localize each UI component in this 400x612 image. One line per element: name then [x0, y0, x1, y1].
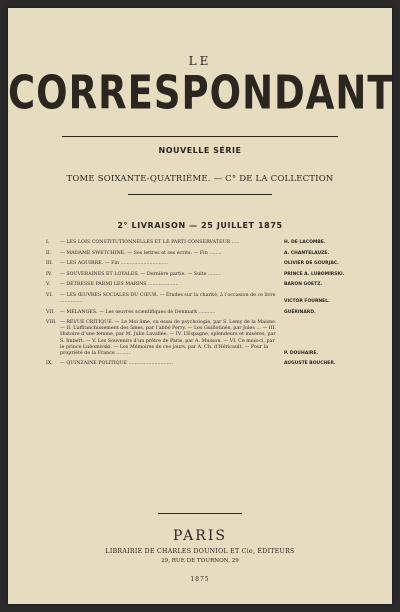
journal-cover — [8, 8, 392, 604]
toc-entry-author: GUÉRINARD. — [284, 309, 316, 315]
toc-entry-author: A. CHANTELAUZE. — [284, 250, 330, 256]
publisher-city: PARIS — [173, 528, 227, 544]
tome-label: TOME SOIXANTE-QUATRIÈME. — C° DE LA COLLECTION — [66, 174, 334, 184]
table-of-contents — [46, 240, 356, 372]
toc-entry-number: VII. — [46, 309, 55, 315]
toc-entry — [46, 310, 356, 316]
toc-entry-number: VIII. — [46, 320, 57, 326]
toc-entry — [46, 320, 356, 357]
toc-entry — [46, 240, 356, 246]
issue-label: 2° LIVRAISON — 25 JUILLET 1875 — [117, 221, 283, 230]
toc-entry-title: — LES AGUIRRE. — Fin ............................... — [60, 261, 168, 267]
toc-entry-number: IX. — [46, 361, 53, 367]
toc-entry-title: — MÉLANGES. — Les œuvres scientifiques de Denmark ........... — [60, 309, 216, 315]
toc-entry — [46, 361, 356, 367]
toc-entry-title: — REVUE CRITIQUE. — Le Moi âme, ou essai de psychologie, par S. Lemy de la Maisne. — II. L’affranchissement des âmes, par l’abbé Perry. — Les Guillotinés, par Jules ... — III. Histoire d’une femme, par M. Julie Lavallée. — IV. L’Espagne, splendeurs et misères, par S. Imbert. — V. Les Souvenirs d’un prêtre de Paris, par A. Musson. — VI. Ce mois-ci, par le prince Lubomirski. — Les Mémoires de ces jours, par A. Ch. d’Héricault. — Pour la propriété de la France ......... — [60, 320, 277, 356]
masthead-article: LE — [188, 54, 212, 68]
toc-entry-number: I. — [46, 240, 50, 245]
toc-entry-title: — DÉTRESSE PARMI LES MARINS .................... — [60, 282, 179, 288]
toc-entry-title: — LES LOIS CONSTITUTIONNELLES ET LE PARTI CONSERVATEUR ..... — [60, 240, 240, 245]
toc-entry-title: — LES ŒUVRES SOCIALES DU CŒUR. — Études sur la charité, à l’occasion de ce livre ............... — [60, 292, 276, 305]
toc-entry-author: VICTOR FOURNEL. — [284, 299, 330, 305]
toc-entry-number: III. — [46, 261, 54, 267]
toc-entry — [46, 293, 356, 305]
toc-entry-number: V. — [46, 282, 51, 288]
toc-entry — [46, 282, 356, 288]
toc-entry-author: PRINCE A. LUBOMIRSKI. — [284, 271, 345, 277]
series-label: NOUVELLE SÉRIE — [158, 146, 242, 155]
toc-entry-author: BARON GOETZ. — [284, 282, 323, 288]
toc-entry — [46, 251, 356, 257]
toc-entry-author: H. DE LACOMBE. — [284, 240, 326, 245]
masthead-title: CORRESPONDANT — [8, 66, 394, 120]
toc-entry-number: IV. — [46, 271, 53, 277]
publisher-address: 29, RUE DE TOURNON, 29 — [161, 558, 239, 564]
toc-entry-title: — QUINZAINE POLITIQUE ............................. — [60, 361, 173, 367]
mid-rule — [128, 194, 272, 195]
toc-entry-author: OLIVIER DE GOURJAC. — [284, 261, 339, 267]
toc-entry-author: P. DOUHAIRE. — [284, 350, 319, 356]
top-rule — [62, 136, 338, 137]
toc-entry-title: — SOUVERAINES ET LOYALES. — Dernière partie. — Suite ........ — [60, 271, 221, 277]
toc-entry — [46, 261, 356, 267]
bottom-rule — [158, 513, 242, 514]
toc-entry-number: II. — [46, 250, 52, 256]
publication-year: 1875 — [190, 576, 210, 583]
toc-entry-number: VI. — [46, 292, 53, 298]
toc-entry — [46, 272, 356, 278]
toc-entry-title: — MADAME SWETCHINE. — Ses lettres et ses écrits. — Fin ........ — [60, 250, 222, 256]
publisher-name: LIBRAIRIE DE CHARLES DOUNIOL ET Cie, ÉDITEURS — [105, 548, 295, 555]
toc-entry-author: AUGUSTE BOUCHER. — [284, 361, 336, 367]
